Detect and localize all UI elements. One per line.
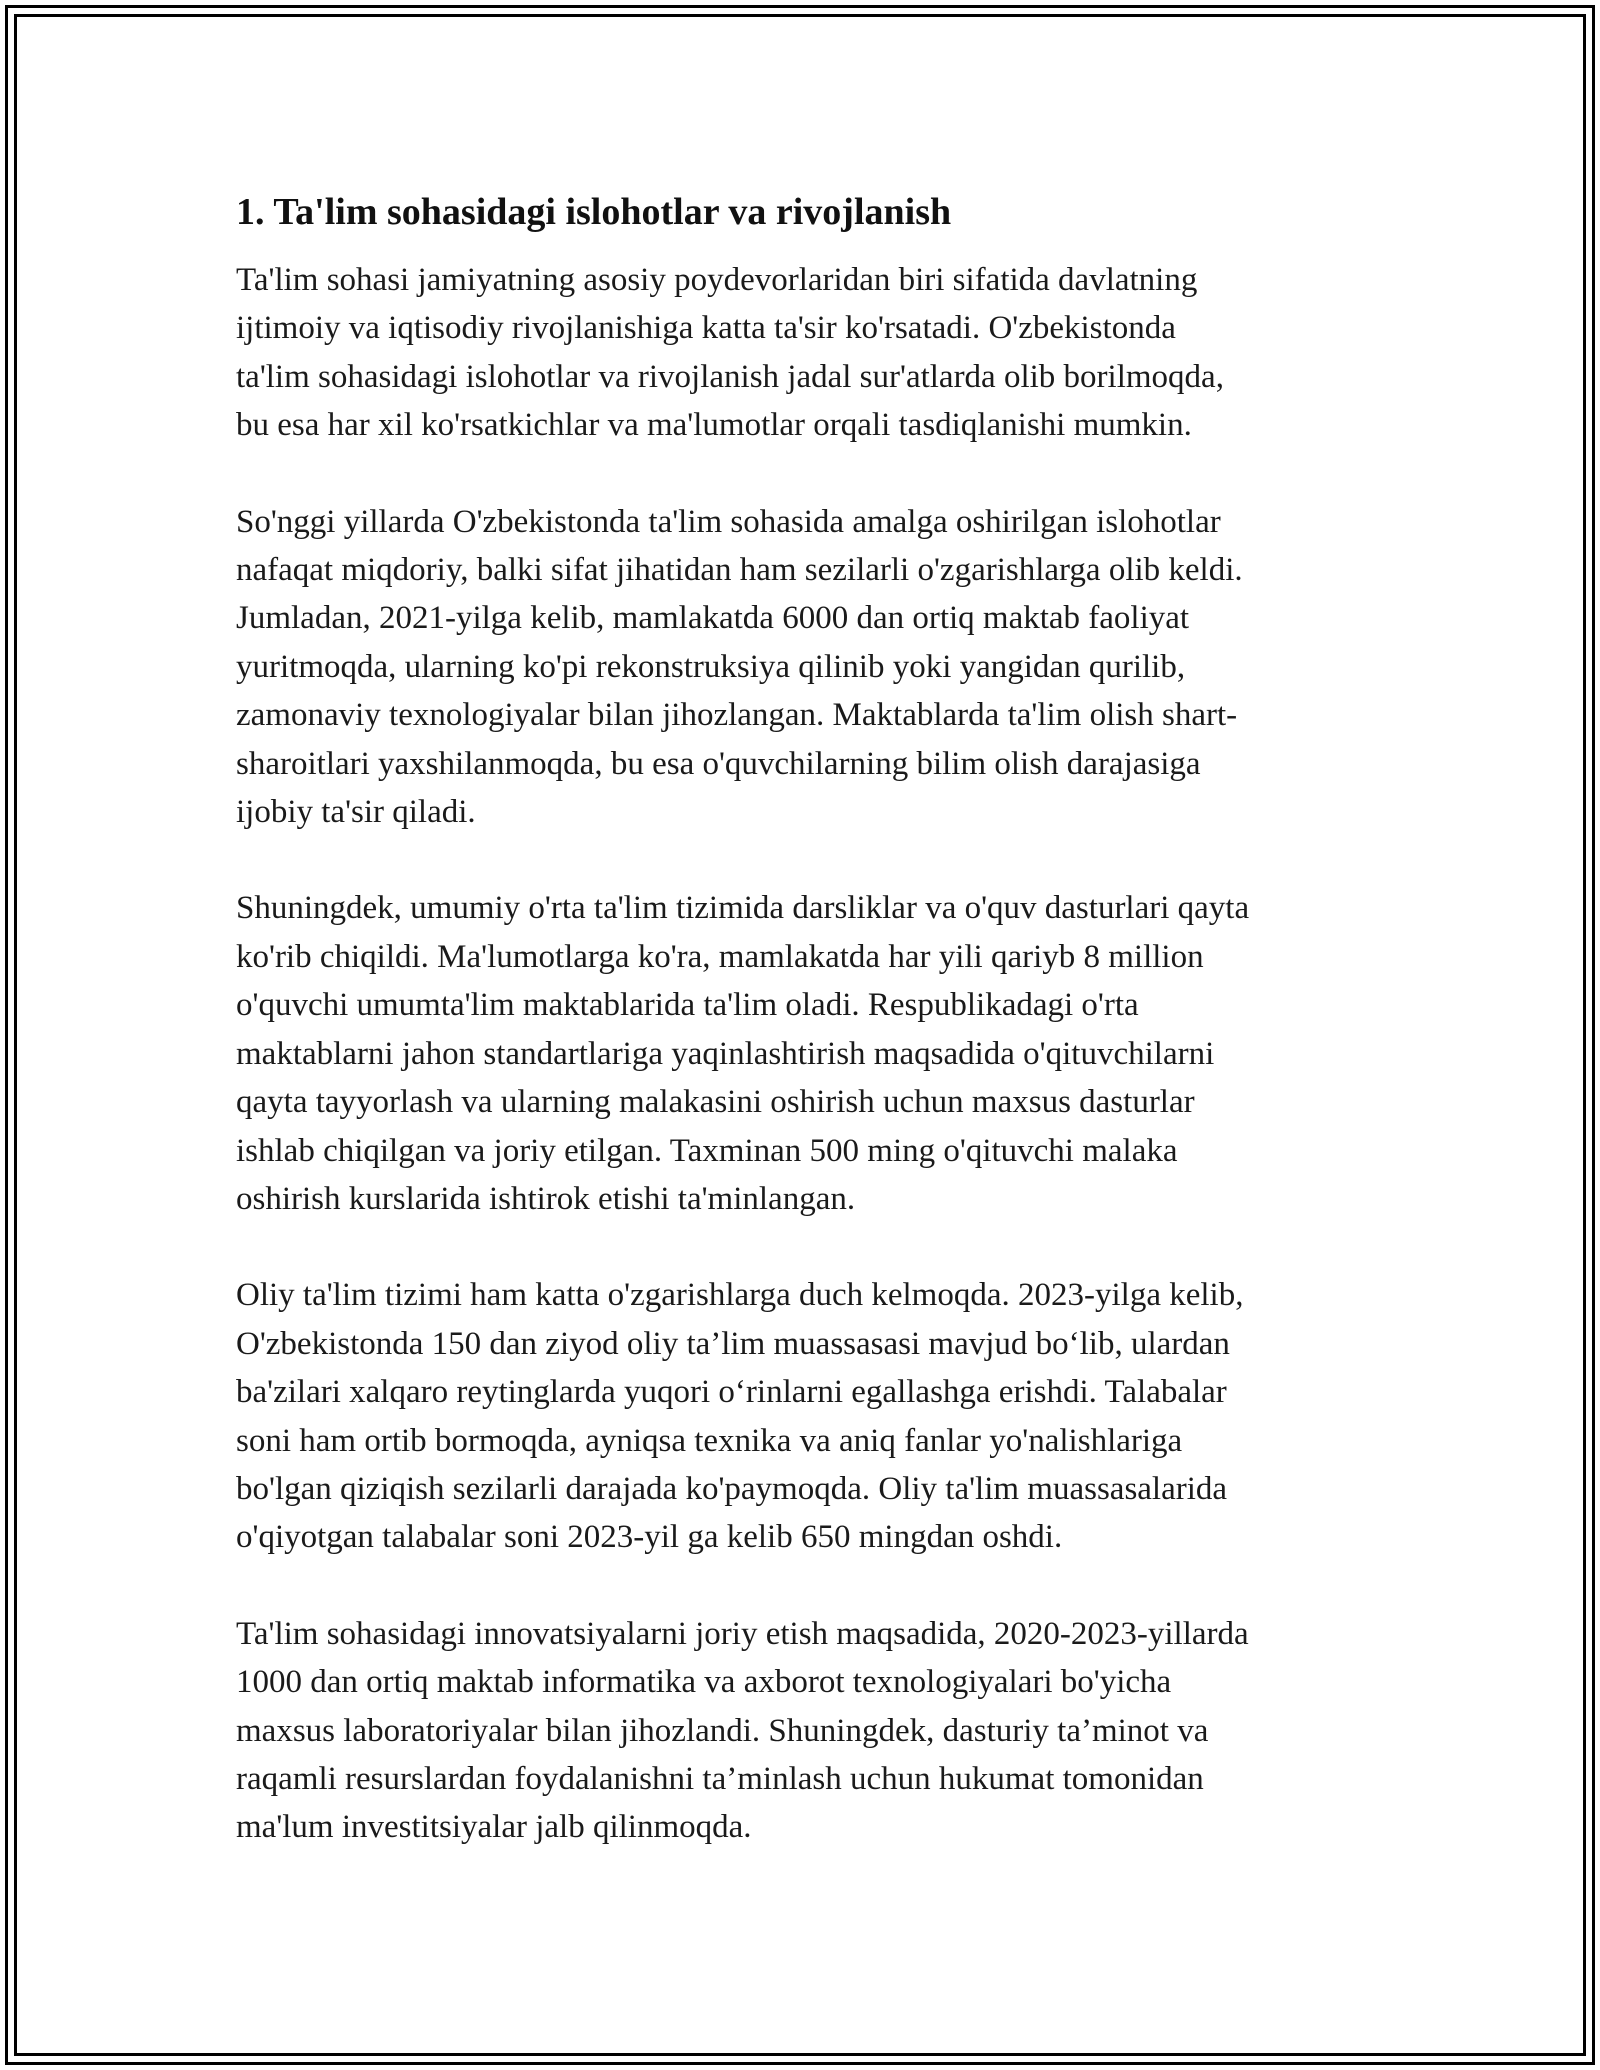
text-line: maxsus laboratoriyalar bilan jihozlandi. Shuningdek, dasturiy ta’minot va [236, 1712, 1209, 1749]
paragraph-2 [236, 498, 1376, 837]
text-line: ko'rib chiqildi. Ma'lumotlarga ko'ra, mamlakatda har yili qariyb 8 million [236, 938, 1204, 975]
text-line: ijobiy ta'sir qiladi. [236, 794, 476, 831]
text-line: o'qiyotgan talabalar soni 2023-yil ga kelib 650 mingdan oshdi. [236, 1519, 1063, 1556]
text-line: raqamli resurslardan foydalanishni ta’minlash uchun hukumat tomonidan [236, 1760, 1204, 1797]
text-line: Shuningdek, umumiy o'rta ta'lim tizimida darsliklar va o'quv dasturlari qayta [236, 890, 1250, 927]
text-line: Ta'lim sohasi jamiyatning asosiy poydevorlaridan biri sifatida davlatning [236, 262, 1198, 298]
text-line: ba'zilari xalqaro reytinglarda yuqori o‘rinlarni egallashga erishdi. Talabalar [236, 1374, 1227, 1411]
text-line: yuritmoqda, ularning ko'pi rekonstruksiya qilinib yoki yangidan qurilib, [236, 648, 1186, 685]
text-line: ta'lim sohasidagi islohotlar va rivojlanish jadal sur'atlarda olib borilmoqda, [236, 358, 1224, 395]
section-heading: 1. Ta'lim sohasidagi islohotlar va rivojlanish [236, 191, 952, 233]
text-line: bo'lgan qiziqish sezilarli darajada ko'paymoqda. Oliy ta'lim muassasalarida [236, 1470, 1228, 1507]
text-line: So'nggi yillarda O'zbekistonda ta'lim sohasida amalga oshirilgan islohotlar [236, 503, 1221, 540]
document-body [236, 186, 1376, 1900]
text-line: Oliy ta'lim tizimi ham katta o'zgarishlarga duch kelmoqda. 2023-yilga kelib, [236, 1277, 1244, 1314]
paragraph-4 [236, 1271, 1376, 1561]
text-line: oshirish kurslarida ishtirok etishi ta'minlangan. [236, 1180, 856, 1217]
text-line: o'quvchi umumta'lim maktablarida ta'lim oladi. Respublikadagi o'rta [236, 987, 1139, 1024]
text-line: sharoitlari yaxshilanmoqda, bu esa o'quvchilarning bilim olish darajasiga [236, 745, 1201, 782]
text-line: soni ham ortib bormoqda, ayniqsa texnika va aniq fanlar yo'nalishlariga [236, 1422, 1183, 1459]
text-line: ishlab chiqilgan va joriy etilgan. Taxminan 500 ming o'qituvchi malaka [236, 1132, 1178, 1169]
text-line: bu esa har xil ko'rsatkichlar va ma'lumotlar orqali tasdiqlanishi mumkin. [236, 407, 1192, 444]
text-line: O'zbekistonda 150 dan ziyod oliy ta’lim muassasasi mavjud bo‘lib, ulardan [236, 1325, 1230, 1362]
paragraph-3 [236, 884, 1376, 1223]
text-line: maktablarni jahon standartlariga yaqinlashtirish maqsadida o'qituvchilarni [236, 1035, 1215, 1072]
paragraph-5 [236, 1610, 1376, 1852]
text-line: ijtimoiy va iqtisodiy rivojlanishiga katta ta'sir ko'rsatadi. O'zbekistonda [236, 310, 1176, 347]
text-line: Ta'lim sohasidagi innovatsiyalarni joriy etish maqsadida, 2020-2023-yillarda [236, 1615, 1249, 1652]
text-line: 1000 dan ortiq maktab informatika va axborot texnologiyalari bo'yicha [236, 1664, 1172, 1701]
text-line: Jumladan, 2021-yilga kelib, mamlakatda 6000 dan ortiq maktab faoliyat [236, 600, 1190, 637]
text-line: zamonaviy texnologiyalar bilan jihozlangan. Maktablarda ta'lim olish shart- [236, 697, 1238, 734]
text-line: nafaqat miqdoriy, balki sifat jihatidan ham sezilarli o'zgarishlarga olib keldi. [236, 552, 1243, 589]
paragraph-1 [236, 256, 1376, 450]
text-line: ma'lum investitsiyalar jalb qilinmoqda. [236, 1809, 752, 1846]
text-line: qayta tayyorlash va ularning malakasini oshirish uchun maxsus dasturlar [236, 1084, 1195, 1121]
